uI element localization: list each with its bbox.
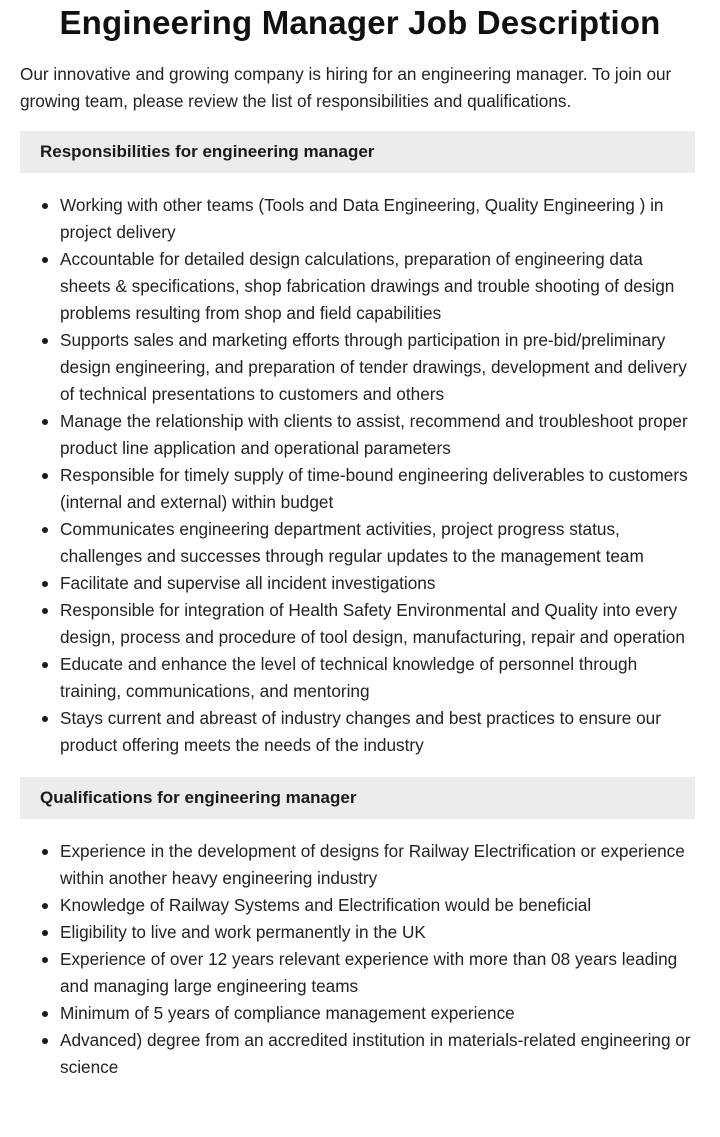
qualification-item: Experience in the development of designs for Railway Electrification or experience within another heavy engineering industry [20, 838, 695, 892]
qualification-item: Experience of over 12 years relevant experience with more than 08 years leading and managing large engineering teams [20, 946, 695, 1000]
responsibility-item: Accountable for detailed design calculations, preparation of engineering data sheets & specifications, shop fabrication drawings and trouble shooting of design problems resulting from shop and field capabilities [20, 246, 695, 327]
responsibility-item: Communicates engineering department activities, project progress status, challenges and successes through regular updates to the management team [20, 516, 695, 570]
intro-paragraph: Our innovative and growing company is hiring for an engineering manager. To join our growing team, please review the list of responsibilities and qualifications. [20, 64, 672, 111]
responsibility-item: Facilitate and supervise all incident investigations [20, 570, 695, 597]
responsibility-item: Supports sales and marketing efforts through participation in pre-bid/preliminary design engineering, and preparation of tender drawings, development and delivery of technical presentations to customers and others [20, 327, 695, 408]
qualification-item: Eligibility to live and work permanently in the UK [20, 919, 695, 946]
responsibilities-list [20, 192, 695, 759]
qualifications-heading: Qualifications for engineering manager [20, 777, 695, 819]
responsibility-item: Stays current and abreast of industry changes and best practices to ensure our product offering meets the needs of the industry [20, 705, 695, 759]
qualification-item: Knowledge of Railway Systems and Electrification would be beneficial [20, 892, 695, 919]
responsibility-item: Educate and enhance the level of technical knowledge of personnel through training, communications, and mentoring [20, 651, 695, 705]
responsibility-item: Responsible for timely supply of time-bound engineering deliverables to customers (internal and external) within budget [20, 462, 695, 516]
responsibilities-heading: Responsibilities for engineering manager [20, 131, 695, 173]
qualification-item: Advanced) degree from an accredited institution in materials-related engineering or science [20, 1027, 695, 1081]
page-title: Engineering Manager Job Description [59, 4, 661, 41]
responsibility-item: Working with other teams (Tools and Data Engineering, Quality Engineering ) in project delivery [20, 192, 695, 246]
responsibility-item: Responsible for integration of Health Safety Environmental and Quality into every design, process and procedure of tool design, manufacturing, repair and operation [20, 597, 695, 651]
responsibility-item: Manage the relationship with clients to assist, recommend and troubleshoot proper product line application and operational parameters [20, 408, 695, 462]
qualifications-list [20, 838, 695, 1081]
qualification-item: Minimum of 5 years of compliance management experience [20, 1000, 695, 1027]
